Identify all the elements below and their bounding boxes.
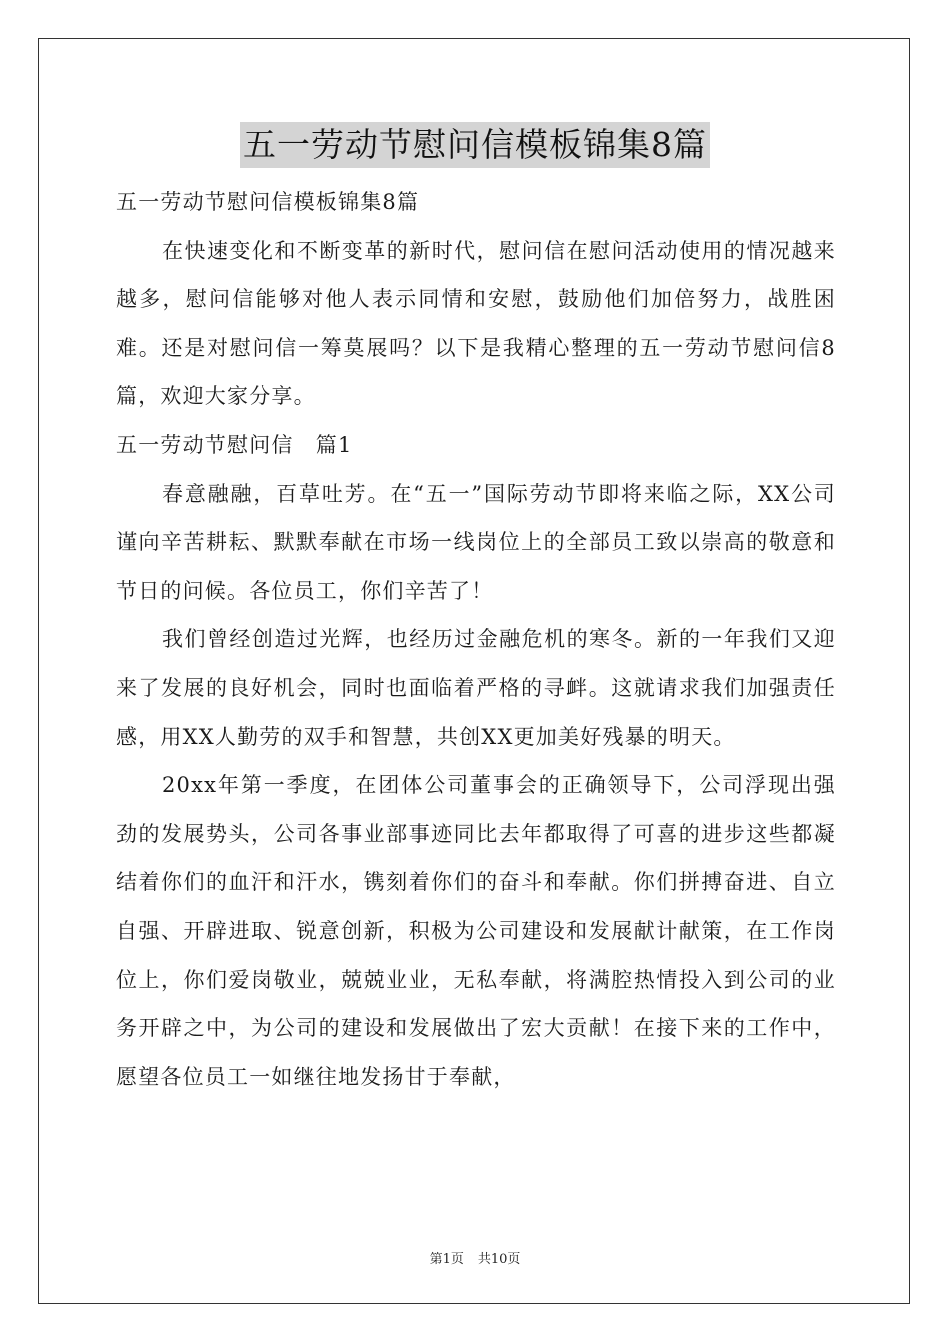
page-footer: [0, 1248, 950, 1267]
document-body: [116, 178, 836, 1101]
intro-paragraph: 在快速变化和不断变革的新时代，慰问信在慰问活动使用的情况越来越多，慰问信能够对他人表示同情和安慰，鼓励他们加倍努力，战胜困难。还是对慰问信一筹莫展吗？以下是我精心整理的五一劳动节慰问信8篇，欢迎大家分享。: [116, 238, 836, 409]
section-paragraph-3: 20xx年第一季度，在团体公司董事会的正确领导下，公司浮现出强劲的发展势头，公司各事业部事迹同比去年都取得了可喜的进步这些都凝结着你们的血汗和汗水，镌刻着你们的奋斗和奉献。你们拼搏奋进、自立自强、开辟进取、锐意创新，积极为公司建设和发展献计献策，在工作岗位上，你们爱岗敬业，兢兢业业，无私奉献，将满腔热情投入到公司的业务开辟之中，为公司的建设和发展做出了宏大贡献！在接下来的工作中，愿望各位员工一如继往地发扬甘于奉献，: [116, 773, 836, 1089]
document-subtitle: 五一劳动节慰问信模板锦集8篇: [116, 190, 420, 214]
page-total: 共10页: [477, 1252, 521, 1267]
title-area: [0, 122, 950, 168]
section-paragraph-1: 春意融融，百草吐芳。在“五一”国际劳动节即将来临之际，XX公司谨向辛苦耕耘、默默奉献在市场一线岗位上的全部员工致以崇高的敬意和节日的问候。各位员工，你们辛苦了！: [116, 481, 836, 603]
section-paragraph-2: 我们曾经创造过光辉，也经历过金融危机的寒冬。新的一年我们又迎来了发展的良好机会，同时也面临着严格的寻衅。这就请求我们加强责任感，用XX人勤劳的双手和智慧，共创XX更加美好残暴的明天。: [116, 627, 836, 749]
section-heading: 五一劳动节慰问信 篇1: [116, 432, 353, 457]
page-number: 第1页: [429, 1252, 464, 1267]
document-title: 五一劳动节慰问信模板锦集8篇: [240, 122, 710, 168]
